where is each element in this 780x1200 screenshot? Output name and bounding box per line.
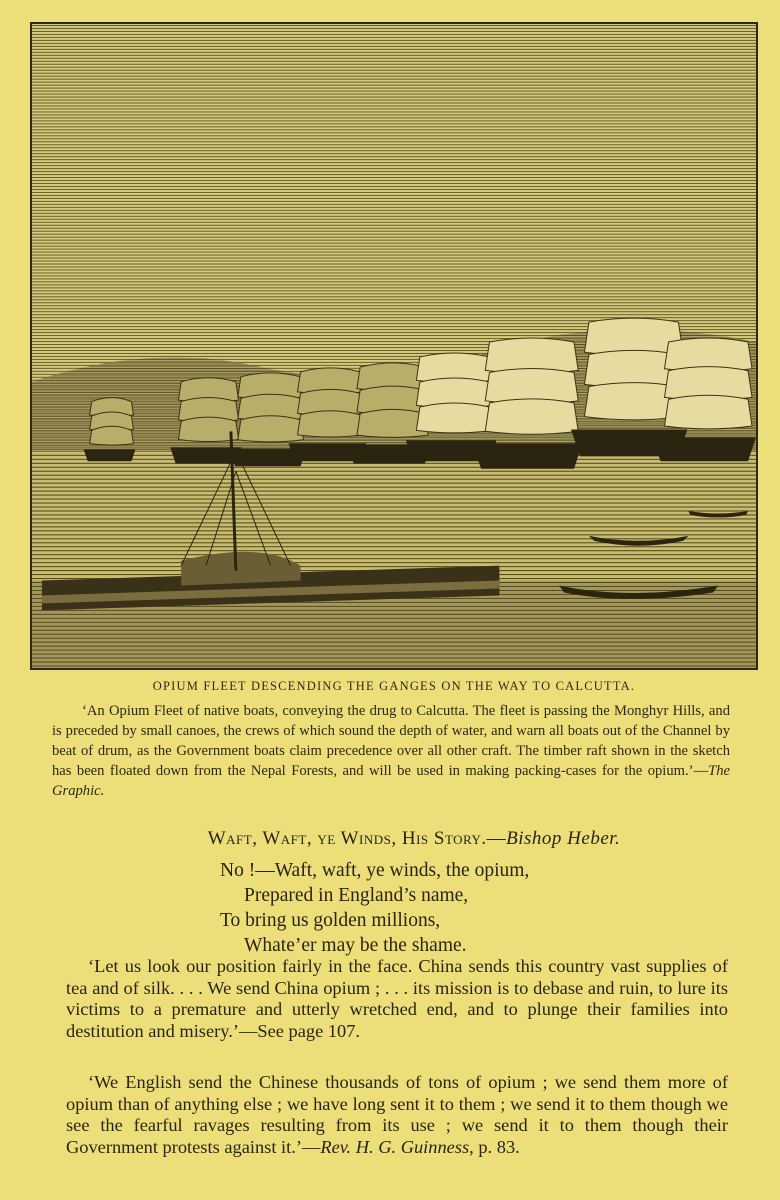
poem-line: Whate’er may be the shame. [244, 935, 467, 956]
quote-paragraph [66, 1072, 728, 1158]
caption-body [52, 701, 730, 801]
quote-text: ‘We English send the Chinese thousands of tons of opium ; we send them more of opium than of anything else ; we have long sent it to them ; we send it to them though we see the fearful ravages resulting from its use ; we send it to them though their Government protests against it.’— [66, 1072, 728, 1157]
poem [220, 858, 529, 958]
caption-text: ‘An Opium Fleet of native boats, conveying the drug to Calcutta. The fleet is passing the Monghyr Hills, and is preceded by small canoes, the crews of which sound the depth of water, and warn all boats out of the Channel by beat of drum, as the Government boats claim precedence over all other craft. The timber raft shown in the sketch has been floated down from the Nepal Forests, and will be used in making packing-cases for the opium.’— [52, 703, 730, 779]
caption-source: The Graphic. [52, 763, 730, 799]
poem-line: To bring us golden millions, [220, 910, 441, 931]
poem-line: Prepared in England’s name, [244, 885, 469, 906]
poem-heading [30, 828, 780, 850]
poem-line: No !—Waft, waft, ye winds, the opium, [220, 860, 530, 881]
quote-paragraph: ‘Let us look our position fairly in the face. China sends this country vast supplies of tea and of silk. . . . We send China opium ; . . . its mission is to debase and ruin, to lure its victims to a premature and utterly wretched end, and to plunge their families into destitution and misery.’—See page 107. [66, 956, 728, 1041]
opium-fleet-engraving [30, 22, 758, 670]
quote-page: , p. 83. [469, 1136, 520, 1157]
poem-author: Bishop Heber. [506, 828, 621, 849]
poem-title: Waft, Waft, ye Winds, His Story.— [207, 828, 507, 849]
caption-title: OPIUM FLEET DESCENDING THE GANGES ON THE WAY TO CALCUTTA. [152, 679, 636, 693]
quote-source: Rev. H. G. Guinness [320, 1136, 470, 1157]
engraving-illustration [32, 24, 756, 668]
